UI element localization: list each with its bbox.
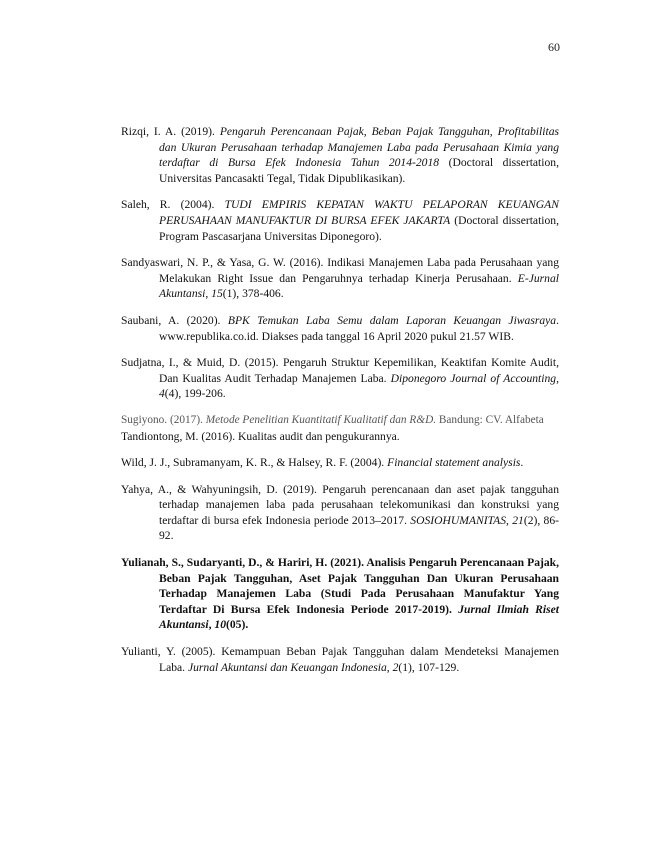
- reference-text: Yulianah, S., Sudaryanti, D., & Hariri, H. (2021). Analisis Pengaruh Perencanaan Pajak, Beban Pajak Tangguhan, Aset Pajak Tangguhan Dan Ukuran Perusahaan Terhadap Manajemen Laba (Studi Pada Perusahaan Manufaktur Yang Terdaftar Di Bursa Efek Indonesia Periode 2017-2019).: [121, 556, 559, 616]
- reference-text: Sandyaswari, N. P., & Yasa, G. W. (2016). Indikasi Manajemen Laba pada Perusahaan yang Melakukan Right Issue dan Pengaruhnya terhadap Kinerja Perusahaan.: [121, 256, 559, 285]
- reference-italic-text: Metode Penelitian Kuantitatif Kualitatif dan R&D.: [205, 413, 437, 426]
- reference-italic-text: SOSIOHUMANITAS: [410, 513, 507, 527]
- reference-text: Yulianti, Y. (2005). Kemampuan Beban Pajak Tangguhan dalam Mendeteksi Manajemen Laba.: [121, 645, 559, 674]
- reference-text: Sudjatna, I., & Muid, D. (2015). Pengaruh Struktur Kepemilikan, Keaktifan Komite Audit, Dan Kualitas Audit Terhadap Manajemen Laba.: [121, 356, 559, 385]
- reference-entry: [121, 555, 559, 633]
- reference-text: (05).: [226, 618, 249, 632]
- reference-entry: [121, 355, 559, 402]
- reference-text: (Doctoral dissertation, Program Pascasarjana Universitas Diponegoro).: [159, 213, 559, 243]
- reference-text: (1), 378-406.: [222, 287, 284, 301]
- reference-entry: [121, 482, 559, 544]
- reference-text: Rizqi, I. A. (2019).: [121, 125, 220, 138]
- reference-text: Sugiyono. (2017).: [121, 413, 206, 426]
- page-number: 60: [548, 40, 560, 54]
- reference-italic-text: 21: [512, 513, 524, 527]
- reference-italic-text: TUDI EMPIRIS KEPATAN WAKTU PELAPORAN KEUANGAN PERUSAHAAN MANUFAKTUR DI BURSA EFEK JAKARTA: [159, 198, 559, 227]
- reference-italic-text: Diponegoro Journal of Accounting: [390, 371, 557, 385]
- reference-entry: [121, 429, 559, 445]
- reference-entry: [121, 313, 559, 344]
- reference-italic-text: Financial statement analysis: [387, 456, 521, 470]
- reference-italic-text: BPK Temukan Laba Semu dalam Laporan Keuangan Jiwasraya: [227, 313, 557, 327]
- reference-text: ,: [556, 371, 559, 385]
- reference-text: (Doctoral dissertation, Universitas Pancasakti Tegal, Tidak Dipublikasikan).: [159, 156, 559, 185]
- reference-text: . www.republika.co.id. Diakses pada tanggal 16 April 2020 pukul 21.57 WIB.: [159, 313, 560, 343]
- reference-entry: [121, 255, 559, 302]
- reference-text: Yahya, A., & Wahyuningsih, D. (2019). Pengaruh perencanaan dan aset pajak tangguhan terhadap manajemen laba pada perusahaan telekomunikasi dan konstruksi yang terdaftar di bursa efek Indonesia periode 2013–2017.: [121, 482, 559, 527]
- reference-italic-text: 4: [159, 387, 165, 401]
- reference-text: Saubani, A. (2020).: [121, 313, 228, 327]
- reference-text: ,: [205, 287, 212, 301]
- reference-text: Wild, J. J., Subramanyam, K. R., & Halsey, R. F. (2004).: [121, 456, 388, 470]
- reference-text: (2), 86-92.: [159, 513, 560, 543]
- reference-text: ,: [506, 513, 513, 527]
- reference-italic-text: 15: [211, 287, 223, 301]
- reference-text: Saleh, R. (2004).: [121, 198, 225, 212]
- reference-italic-text: Pengaruh Perencanaan Pajak, Beban Pajak Tangguhan, Profitabilitas dan Ukuran Perusahaan terhadap Manajemen Laba pada Perusahaan Kimia yang terdaftar di Bursa Efek Indonesia Tahun 2014-2018: [159, 125, 560, 170]
- reference-italic-text: 2: [392, 660, 399, 674]
- reference-entry: [121, 644, 559, 675]
- reference-entry: [121, 455, 559, 471]
- reference-italic-text: Jurnal Ilmiah Riset Akuntansi: [159, 602, 559, 632]
- reference-text: ,: [208, 618, 215, 632]
- reference-list: [121, 124, 559, 686]
- reference-text: (1), 107-129.: [398, 660, 460, 674]
- reference-text: Bandung: CV. Alfabeta: [436, 413, 544, 426]
- reference-italic-text: 10: [214, 618, 227, 632]
- reference-italic-text: E-Jurnal Akuntansi: [159, 271, 559, 301]
- reference-entry: [121, 413, 559, 429]
- reference-italic-text: Jurnal Akuntansi dan Keuangan Indonesia: [187, 660, 387, 674]
- reference-text: ,: [386, 660, 393, 674]
- reference-text: Tandiontong, M. (2016). Kualitas audit dan pengukurannya.: [121, 429, 400, 443]
- reference-entry: [121, 124, 559, 186]
- reference-entry: [121, 197, 559, 244]
- reference-text: .: [520, 456, 524, 470]
- reference-text: (4), 199-206.: [164, 387, 226, 401]
